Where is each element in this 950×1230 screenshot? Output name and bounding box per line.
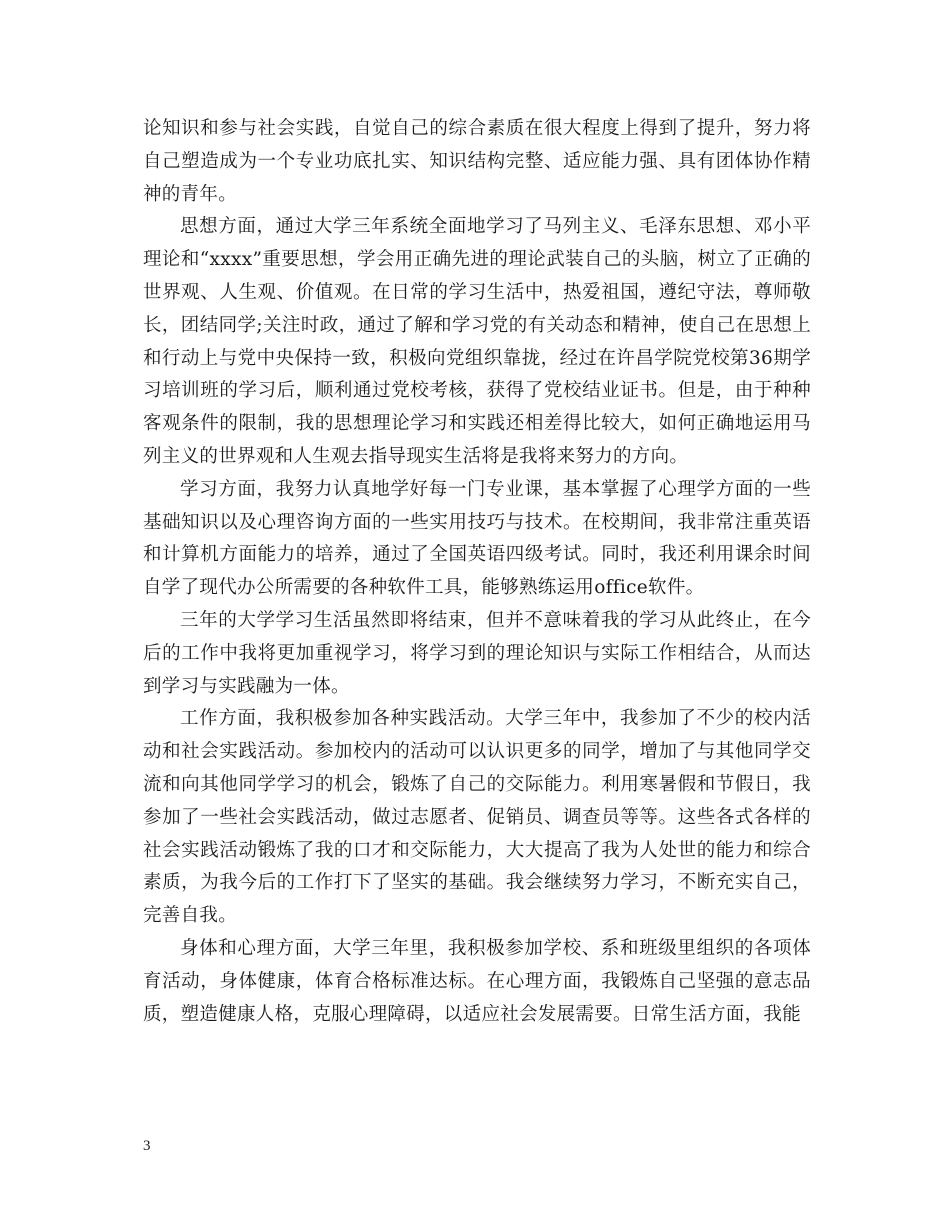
paragraph-work: 工作方面，我积极参加各种实践活动。大学三年中，我参加了不少的校内活动和社会实践活动。参加校内的活动可以认识更多的同学，增加了与其他同学交流和向其他同学学习的机会，锻炼了自己的交际能力。利用寒暑假和节假日，我参加了一些社会实践活动，做过志愿者、促销员、调查员等等。这些各式各样的社会实践活动锻炼了我的口才和交际能力，大大提高了我为人处世的能力和综合素质，为我今后的工作打下了坚实的基础。我会继续努力学习，不断充实自己，完善自我。 <box>143 708 811 927</box>
page-number: 3 <box>143 1138 151 1154</box>
paragraph-health: 身体和心理方面，大学三年里，我积极参加学校、系和班级里组织的各项体育活动，身体健康，体育合格标准达标。在心理方面，我锻炼自己坚强的意志品质，塑造健康人格，克服心理障碍，以适应社会发展需要。日常生活方面，我能 <box>143 937 811 1025</box>
document-body <box>143 113 811 1031</box>
paragraph-future-study: 三年的大学学习生活虽然即将结束，但并不意味着我的学习从此终止，在今后的工作中我将更加重视学习，将学习到的理论知识与实际工作相结合，从而达到学习与实践融为一体。 <box>143 609 811 697</box>
paragraph-study: 学习方面，我努力认真地学好每一门专业课，基本掌握了心理学方面的一些基础知识以及心理咨询方面的一些实用技巧与技术。在校期间，我非常注重英语和计算机方面能力的培养，通过了全国英语四级考试。同时，我还利用课余时间自学了现代办公所需要的各种软件工具，能够熟练运用office软件。 <box>143 478 811 599</box>
paragraph-ideology: 思想方面，通过大学三年系统全面地学习了马列主义、毛泽东思想、邓小平理论和“xxxx”重要思想，学会用正确先进的理论武装自己的头脑，树立了正确的世界观、人生观、价值观。在日常的学习生活中，热爱祖国，遵纪守法，尊师敬长，团结同学;关注时政，通过了解和学习党的有关动态和精神，使自己在思想上和行动上与党中央保持一致，积极向党组织靠拢，经过在许昌学院党校第36期学习培训班的学习后，顺利通过党校考核，获得了党校结业证书。但是，由于种种客观条件的限制，我的思想理论学习和实践还相差得比较大，如何正确地运用马列主义的世界观和人生观去指导现实生活将是我将来努力的方向。 <box>143 216 811 467</box>
paragraph-continuation: 论知识和参与社会实践，自觉自己的综合素质在很大程度上得到了提升，努力将自己塑造成为一个专业功底扎实、知识结构完整、适应能力强、具有团体协作精神的青年。 <box>143 118 811 205</box>
